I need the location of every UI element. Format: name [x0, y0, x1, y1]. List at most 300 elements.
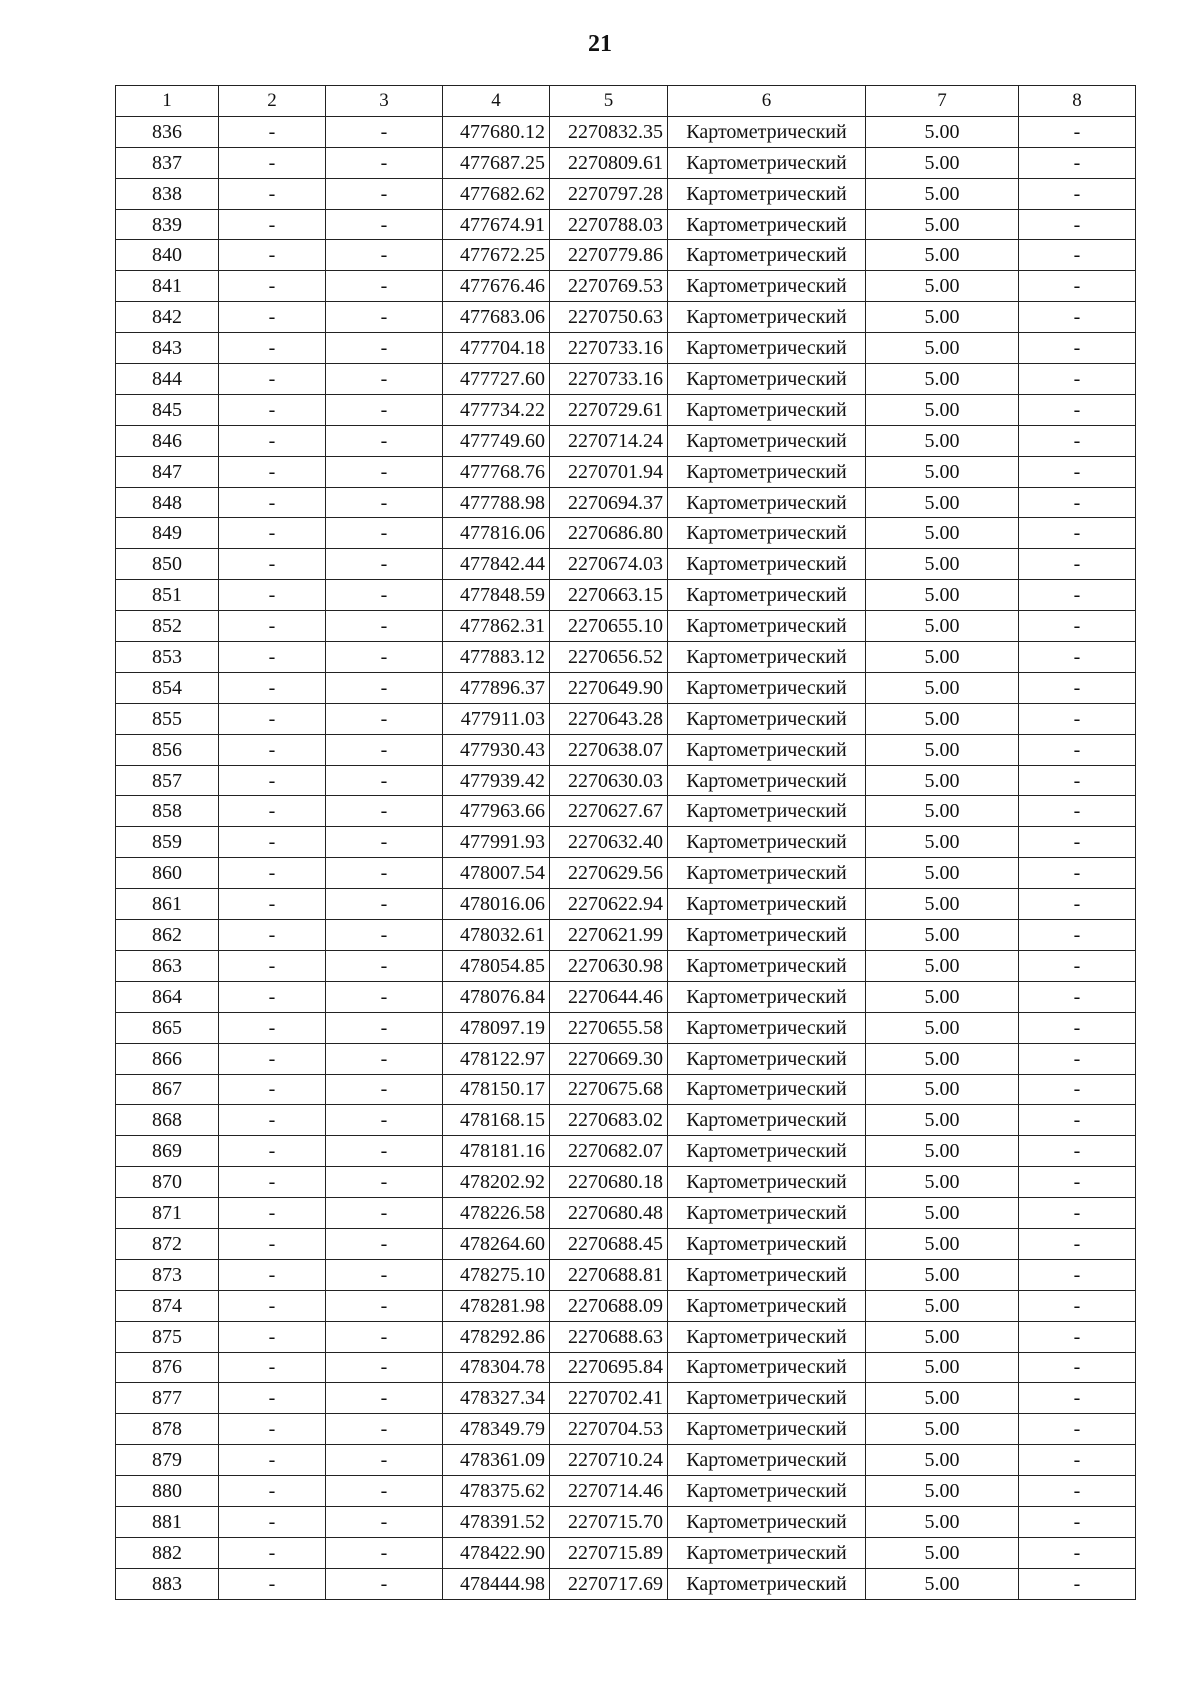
cell-col-8: - — [1019, 611, 1136, 642]
cell-col-3: - — [326, 1259, 443, 1290]
cell-coord-y: 2270632.40 — [550, 827, 668, 858]
cell-method: Картометрический — [668, 147, 866, 178]
cell-method: Картометрический — [668, 981, 866, 1012]
cell-coord-y: 2270710.24 — [550, 1445, 668, 1476]
cell-accuracy: 5.00 — [866, 1445, 1019, 1476]
cell-col-2: - — [219, 549, 326, 580]
cell-coord-x: 477788.98 — [443, 487, 550, 518]
cell-col-3: - — [326, 1198, 443, 1229]
cell-coord-y: 2270688.63 — [550, 1321, 668, 1352]
cell-coord-y: 2270702.41 — [550, 1383, 668, 1414]
cell-method: Картометрический — [668, 1105, 866, 1136]
cell-col-3: - — [326, 580, 443, 611]
cell-col-8: - — [1019, 1476, 1136, 1507]
cell-col-8: - — [1019, 1414, 1136, 1445]
cell-coord-x: 477682.62 — [443, 178, 550, 209]
cell-method: Картометрический — [668, 1568, 866, 1599]
cell-col-8: - — [1019, 178, 1136, 209]
cell-method: Картометрический — [668, 1167, 866, 1198]
cell-coord-y: 2270622.94 — [550, 889, 668, 920]
cell-point-number: 845 — [116, 394, 219, 425]
table-row — [116, 240, 1136, 271]
cell-method: Картометрический — [668, 580, 866, 611]
cell-coord-x: 477734.22 — [443, 394, 550, 425]
cell-accuracy: 5.00 — [866, 271, 1019, 302]
cell-coord-x: 477727.60 — [443, 364, 550, 395]
cell-point-number: 851 — [116, 580, 219, 611]
cell-col-3: - — [326, 1290, 443, 1321]
cell-method: Картометрический — [668, 518, 866, 549]
cell-accuracy: 5.00 — [866, 827, 1019, 858]
cell-col-2: - — [219, 1352, 326, 1383]
cell-coord-y: 2270788.03 — [550, 209, 668, 240]
cell-method: Картометрический — [668, 1012, 866, 1043]
cell-col-8: - — [1019, 950, 1136, 981]
cell-point-number: 852 — [116, 611, 219, 642]
table-row — [116, 333, 1136, 364]
cell-method: Картометрический — [668, 333, 866, 364]
column-header-7: 7 — [866, 86, 1019, 117]
cell-coord-x: 477683.06 — [443, 302, 550, 333]
cell-coord-y: 2270688.81 — [550, 1259, 668, 1290]
cell-col-8: - — [1019, 147, 1136, 178]
cell-coord-y: 2270674.03 — [550, 549, 668, 580]
cell-col-8: - — [1019, 518, 1136, 549]
table-row — [116, 642, 1136, 673]
cell-point-number: 846 — [116, 425, 219, 456]
cell-method: Картометрический — [668, 425, 866, 456]
cell-col-2: - — [219, 302, 326, 333]
table-row — [116, 456, 1136, 487]
cell-method: Картометрический — [668, 703, 866, 734]
cell-accuracy: 5.00 — [866, 549, 1019, 580]
table-row — [116, 116, 1136, 147]
cell-coord-x: 478226.58 — [443, 1198, 550, 1229]
cell-col-2: - — [219, 456, 326, 487]
cell-coord-y: 2270695.84 — [550, 1352, 668, 1383]
cell-col-3: - — [326, 456, 443, 487]
cell-accuracy: 5.00 — [866, 796, 1019, 827]
cell-point-number: 838 — [116, 178, 219, 209]
cell-col-2: - — [219, 1414, 326, 1445]
table-row — [116, 1383, 1136, 1414]
cell-col-3: - — [326, 611, 443, 642]
cell-coord-x: 477680.12 — [443, 116, 550, 147]
cell-col-8: - — [1019, 271, 1136, 302]
column-header-2: 2 — [219, 86, 326, 117]
cell-col-3: - — [326, 1136, 443, 1167]
cell-col-3: - — [326, 981, 443, 1012]
table-row — [116, 1136, 1136, 1167]
table-row — [116, 580, 1136, 611]
cell-accuracy: 5.00 — [866, 1105, 1019, 1136]
cell-col-2: - — [219, 1568, 326, 1599]
cell-method: Картометрический — [668, 271, 866, 302]
cell-coord-y: 2270715.70 — [550, 1506, 668, 1537]
cell-coord-y: 2270644.46 — [550, 981, 668, 1012]
table-row — [116, 1414, 1136, 1445]
table-row — [116, 672, 1136, 703]
table-row — [116, 1228, 1136, 1259]
cell-col-2: - — [219, 1321, 326, 1352]
cell-coord-x: 478202.92 — [443, 1167, 550, 1198]
cell-col-3: - — [326, 487, 443, 518]
cell-method: Картометрический — [668, 796, 866, 827]
cell-coord-y: 2270649.90 — [550, 672, 668, 703]
table-row — [116, 147, 1136, 178]
table-header — [116, 86, 1136, 117]
cell-accuracy: 5.00 — [866, 1074, 1019, 1105]
cell-col-3: - — [326, 1105, 443, 1136]
cell-coord-y: 2270733.16 — [550, 333, 668, 364]
cell-point-number: 880 — [116, 1476, 219, 1507]
cell-point-number: 865 — [116, 1012, 219, 1043]
cell-col-3: - — [326, 1352, 443, 1383]
cell-col-3: - — [326, 1167, 443, 1198]
cell-col-3: - — [326, 672, 443, 703]
cell-col-3: - — [326, 271, 443, 302]
cell-method: Картометрический — [668, 487, 866, 518]
cell-point-number: 867 — [116, 1074, 219, 1105]
cell-col-3: - — [326, 147, 443, 178]
cell-accuracy: 5.00 — [866, 1383, 1019, 1414]
cell-method: Картометрический — [668, 858, 866, 889]
cell-col-2: - — [219, 1043, 326, 1074]
cell-accuracy: 5.00 — [866, 889, 1019, 920]
cell-coord-y: 2270733.16 — [550, 364, 668, 395]
table-row — [116, 1012, 1136, 1043]
cell-point-number: 844 — [116, 364, 219, 395]
cell-accuracy: 5.00 — [866, 209, 1019, 240]
cell-coord-y: 2270715.89 — [550, 1537, 668, 1568]
cell-col-8: - — [1019, 1506, 1136, 1537]
cell-coord-x: 478349.79 — [443, 1414, 550, 1445]
table-row — [116, 1259, 1136, 1290]
cell-col-2: - — [219, 765, 326, 796]
cell-point-number: 875 — [116, 1321, 219, 1352]
cell-point-number: 856 — [116, 734, 219, 765]
cell-accuracy: 5.00 — [866, 1198, 1019, 1229]
cell-col-2: - — [219, 518, 326, 549]
cell-col-8: - — [1019, 302, 1136, 333]
cell-accuracy: 5.00 — [866, 178, 1019, 209]
cell-col-8: - — [1019, 1074, 1136, 1105]
cell-col-8: - — [1019, 703, 1136, 734]
table-row — [116, 734, 1136, 765]
cell-coord-x: 478327.34 — [443, 1383, 550, 1414]
cell-col-3: - — [326, 1228, 443, 1259]
cell-col-3: - — [326, 394, 443, 425]
cell-coord-y: 2270832.35 — [550, 116, 668, 147]
cell-coord-y: 2270663.15 — [550, 580, 668, 611]
cell-col-8: - — [1019, 1228, 1136, 1259]
cell-coord-x: 478375.62 — [443, 1476, 550, 1507]
cell-coord-x: 478007.54 — [443, 858, 550, 889]
cell-coord-x: 477749.60 — [443, 425, 550, 456]
cell-method: Картометрический — [668, 1506, 866, 1537]
cell-coord-y: 2270717.69 — [550, 1568, 668, 1599]
cell-col-2: - — [219, 1228, 326, 1259]
cell-accuracy: 5.00 — [866, 1290, 1019, 1321]
cell-accuracy: 5.00 — [866, 981, 1019, 1012]
cell-col-2: - — [219, 734, 326, 765]
table-row — [116, 487, 1136, 518]
cell-method: Картометрический — [668, 302, 866, 333]
cell-col-2: - — [219, 889, 326, 920]
cell-col-8: - — [1019, 116, 1136, 147]
table-row — [116, 858, 1136, 889]
cell-col-3: - — [326, 240, 443, 271]
cell-method: Картометрический — [668, 1352, 866, 1383]
cell-col-3: - — [326, 1537, 443, 1568]
cell-coord-y: 2270729.61 — [550, 394, 668, 425]
cell-col-2: - — [219, 672, 326, 703]
cell-col-3: - — [326, 364, 443, 395]
cell-col-3: - — [326, 209, 443, 240]
cell-coord-x: 477768.76 — [443, 456, 550, 487]
cell-coord-y: 2270714.24 — [550, 425, 668, 456]
cell-col-8: - — [1019, 487, 1136, 518]
cell-col-8: - — [1019, 333, 1136, 364]
cell-coord-x: 478032.61 — [443, 920, 550, 951]
cell-accuracy: 5.00 — [866, 580, 1019, 611]
cell-coord-y: 2270714.46 — [550, 1476, 668, 1507]
cell-point-number: 854 — [116, 672, 219, 703]
table-row — [116, 178, 1136, 209]
cell-method: Картометрический — [668, 611, 866, 642]
cell-col-3: - — [326, 1321, 443, 1352]
cell-col-8: - — [1019, 425, 1136, 456]
cell-method: Картометрический — [668, 456, 866, 487]
cell-col-8: - — [1019, 240, 1136, 271]
cell-accuracy: 5.00 — [866, 394, 1019, 425]
cell-col-3: - — [326, 178, 443, 209]
cell-col-8: - — [1019, 549, 1136, 580]
cell-col-2: - — [219, 1290, 326, 1321]
cell-coord-x: 478304.78 — [443, 1352, 550, 1383]
cell-coord-y: 2270694.37 — [550, 487, 668, 518]
cell-point-number: 872 — [116, 1228, 219, 1259]
cell-col-2: - — [219, 580, 326, 611]
cell-col-2: - — [219, 364, 326, 395]
cell-point-number: 864 — [116, 981, 219, 1012]
cell-coord-x: 477862.31 — [443, 611, 550, 642]
cell-point-number: 840 — [116, 240, 219, 271]
table-row — [116, 1476, 1136, 1507]
table-row — [116, 1506, 1136, 1537]
cell-col-2: - — [219, 642, 326, 673]
cell-coord-y: 2270638.07 — [550, 734, 668, 765]
cell-coord-y: 2270688.45 — [550, 1228, 668, 1259]
cell-point-number: 860 — [116, 858, 219, 889]
cell-col-2: - — [219, 796, 326, 827]
cell-col-8: - — [1019, 889, 1136, 920]
table-row — [116, 518, 1136, 549]
cell-accuracy: 5.00 — [866, 1259, 1019, 1290]
cell-col-8: - — [1019, 1105, 1136, 1136]
table-row — [116, 703, 1136, 734]
table-row — [116, 549, 1136, 580]
cell-point-number: 853 — [116, 642, 219, 673]
cell-point-number: 850 — [116, 549, 219, 580]
cell-col-2: - — [219, 425, 326, 456]
cell-col-8: - — [1019, 209, 1136, 240]
table-row — [116, 209, 1136, 240]
cell-point-number: 859 — [116, 827, 219, 858]
cell-col-8: - — [1019, 456, 1136, 487]
cell-coord-x: 478281.98 — [443, 1290, 550, 1321]
cell-col-2: - — [219, 147, 326, 178]
cell-col-8: - — [1019, 1568, 1136, 1599]
cell-method: Картометрический — [668, 1414, 866, 1445]
table-row — [116, 796, 1136, 827]
cell-col-8: - — [1019, 827, 1136, 858]
cell-col-8: - — [1019, 1198, 1136, 1229]
table-row — [116, 611, 1136, 642]
cell-coord-y: 2270630.03 — [550, 765, 668, 796]
cell-point-number: 855 — [116, 703, 219, 734]
cell-method: Картометрический — [668, 1290, 866, 1321]
cell-coord-y: 2270683.02 — [550, 1105, 668, 1136]
cell-accuracy: 5.00 — [866, 1476, 1019, 1507]
cell-col-8: - — [1019, 672, 1136, 703]
cell-point-number: 847 — [116, 456, 219, 487]
table-row — [116, 827, 1136, 858]
cell-coord-x: 478361.09 — [443, 1445, 550, 1476]
cell-point-number: 839 — [116, 209, 219, 240]
cell-method: Картометрический — [668, 920, 866, 951]
cell-col-2: - — [219, 611, 326, 642]
table-row — [116, 302, 1136, 333]
cell-coord-x: 477963.66 — [443, 796, 550, 827]
cell-method: Картометрический — [668, 1228, 866, 1259]
cell-coord-x: 478275.10 — [443, 1259, 550, 1290]
cell-accuracy: 5.00 — [866, 703, 1019, 734]
cell-coord-x: 478444.98 — [443, 1568, 550, 1599]
cell-coord-y: 2270779.86 — [550, 240, 668, 271]
cell-col-3: - — [326, 549, 443, 580]
cell-accuracy: 5.00 — [866, 734, 1019, 765]
table-row — [116, 981, 1136, 1012]
cell-col-3: - — [326, 1445, 443, 1476]
cell-col-2: - — [219, 1105, 326, 1136]
cell-accuracy: 5.00 — [866, 1568, 1019, 1599]
cell-coord-x: 478168.15 — [443, 1105, 550, 1136]
cell-col-8: - — [1019, 1259, 1136, 1290]
cell-method: Картометрический — [668, 116, 866, 147]
cell-coord-x: 477848.59 — [443, 580, 550, 611]
cell-accuracy: 5.00 — [866, 1506, 1019, 1537]
table-row — [116, 950, 1136, 981]
cell-accuracy: 5.00 — [866, 611, 1019, 642]
cell-point-number: 869 — [116, 1136, 219, 1167]
cell-method: Картометрический — [668, 394, 866, 425]
cell-accuracy: 5.00 — [866, 642, 1019, 673]
cell-col-8: - — [1019, 1012, 1136, 1043]
cell-accuracy: 5.00 — [866, 240, 1019, 271]
cell-col-2: - — [219, 240, 326, 271]
cell-method: Картометрический — [668, 1198, 866, 1229]
cell-col-2: - — [219, 950, 326, 981]
column-header-3: 3 — [326, 86, 443, 117]
cell-point-number: 857 — [116, 765, 219, 796]
cell-point-number: 849 — [116, 518, 219, 549]
cell-coord-y: 2270669.30 — [550, 1043, 668, 1074]
cell-col-8: - — [1019, 1167, 1136, 1198]
cell-coord-y: 2270621.99 — [550, 920, 668, 951]
cell-point-number: 868 — [116, 1105, 219, 1136]
cell-coord-x: 477674.91 — [443, 209, 550, 240]
page-number: 21 — [588, 31, 612, 57]
cell-col-2: - — [219, 1476, 326, 1507]
cell-coord-y: 2270809.61 — [550, 147, 668, 178]
cell-coord-x: 477842.44 — [443, 549, 550, 580]
cell-col-2: - — [219, 1259, 326, 1290]
cell-accuracy: 5.00 — [866, 920, 1019, 951]
cell-coord-y: 2270797.28 — [550, 178, 668, 209]
cell-point-number: 874 — [116, 1290, 219, 1321]
cell-col-3: - — [326, 1568, 443, 1599]
cell-point-number: 871 — [116, 1198, 219, 1229]
cell-col-3: - — [326, 1383, 443, 1414]
table-body — [116, 116, 1136, 1599]
cell-coord-x: 477939.42 — [443, 765, 550, 796]
cell-coord-y: 2270675.68 — [550, 1074, 668, 1105]
table-row — [116, 364, 1136, 395]
cell-coord-x: 478264.60 — [443, 1228, 550, 1259]
cell-col-2: - — [219, 1537, 326, 1568]
cell-method: Картометрический — [668, 549, 866, 580]
cell-coord-x: 478292.86 — [443, 1321, 550, 1352]
cell-col-3: - — [326, 765, 443, 796]
cell-method: Картометрический — [668, 827, 866, 858]
table-row — [116, 1537, 1136, 1568]
table-row — [116, 920, 1136, 951]
cell-col-3: - — [326, 1414, 443, 1445]
cell-col-8: - — [1019, 580, 1136, 611]
cell-col-3: - — [326, 116, 443, 147]
cell-method: Картометрический — [668, 209, 866, 240]
cell-method: Картометрический — [668, 734, 866, 765]
cell-method: Картометрический — [668, 364, 866, 395]
cell-point-number: 877 — [116, 1383, 219, 1414]
cell-coord-y: 2270686.80 — [550, 518, 668, 549]
cell-col-8: - — [1019, 1352, 1136, 1383]
cell-col-3: - — [326, 1476, 443, 1507]
table-row — [116, 1105, 1136, 1136]
cell-point-number: 841 — [116, 271, 219, 302]
cell-col-3: - — [326, 703, 443, 734]
cell-coord-y: 2270680.18 — [550, 1167, 668, 1198]
cell-accuracy: 5.00 — [866, 333, 1019, 364]
cell-coord-y: 2270643.28 — [550, 703, 668, 734]
cell-col-8: - — [1019, 1043, 1136, 1074]
cell-col-3: - — [326, 827, 443, 858]
cell-point-number: 881 — [116, 1506, 219, 1537]
cell-point-number: 837 — [116, 147, 219, 178]
cell-point-number: 879 — [116, 1445, 219, 1476]
cell-col-3: - — [326, 858, 443, 889]
cell-col-2: - — [219, 827, 326, 858]
cell-coord-y: 2270629.56 — [550, 858, 668, 889]
cell-method: Картометрический — [668, 889, 866, 920]
cell-col-2: - — [219, 1074, 326, 1105]
cell-coord-x: 478016.06 — [443, 889, 550, 920]
cell-coord-y: 2270750.63 — [550, 302, 668, 333]
cell-col-2: - — [219, 394, 326, 425]
cell-accuracy: 5.00 — [866, 302, 1019, 333]
cell-col-2: - — [219, 1506, 326, 1537]
